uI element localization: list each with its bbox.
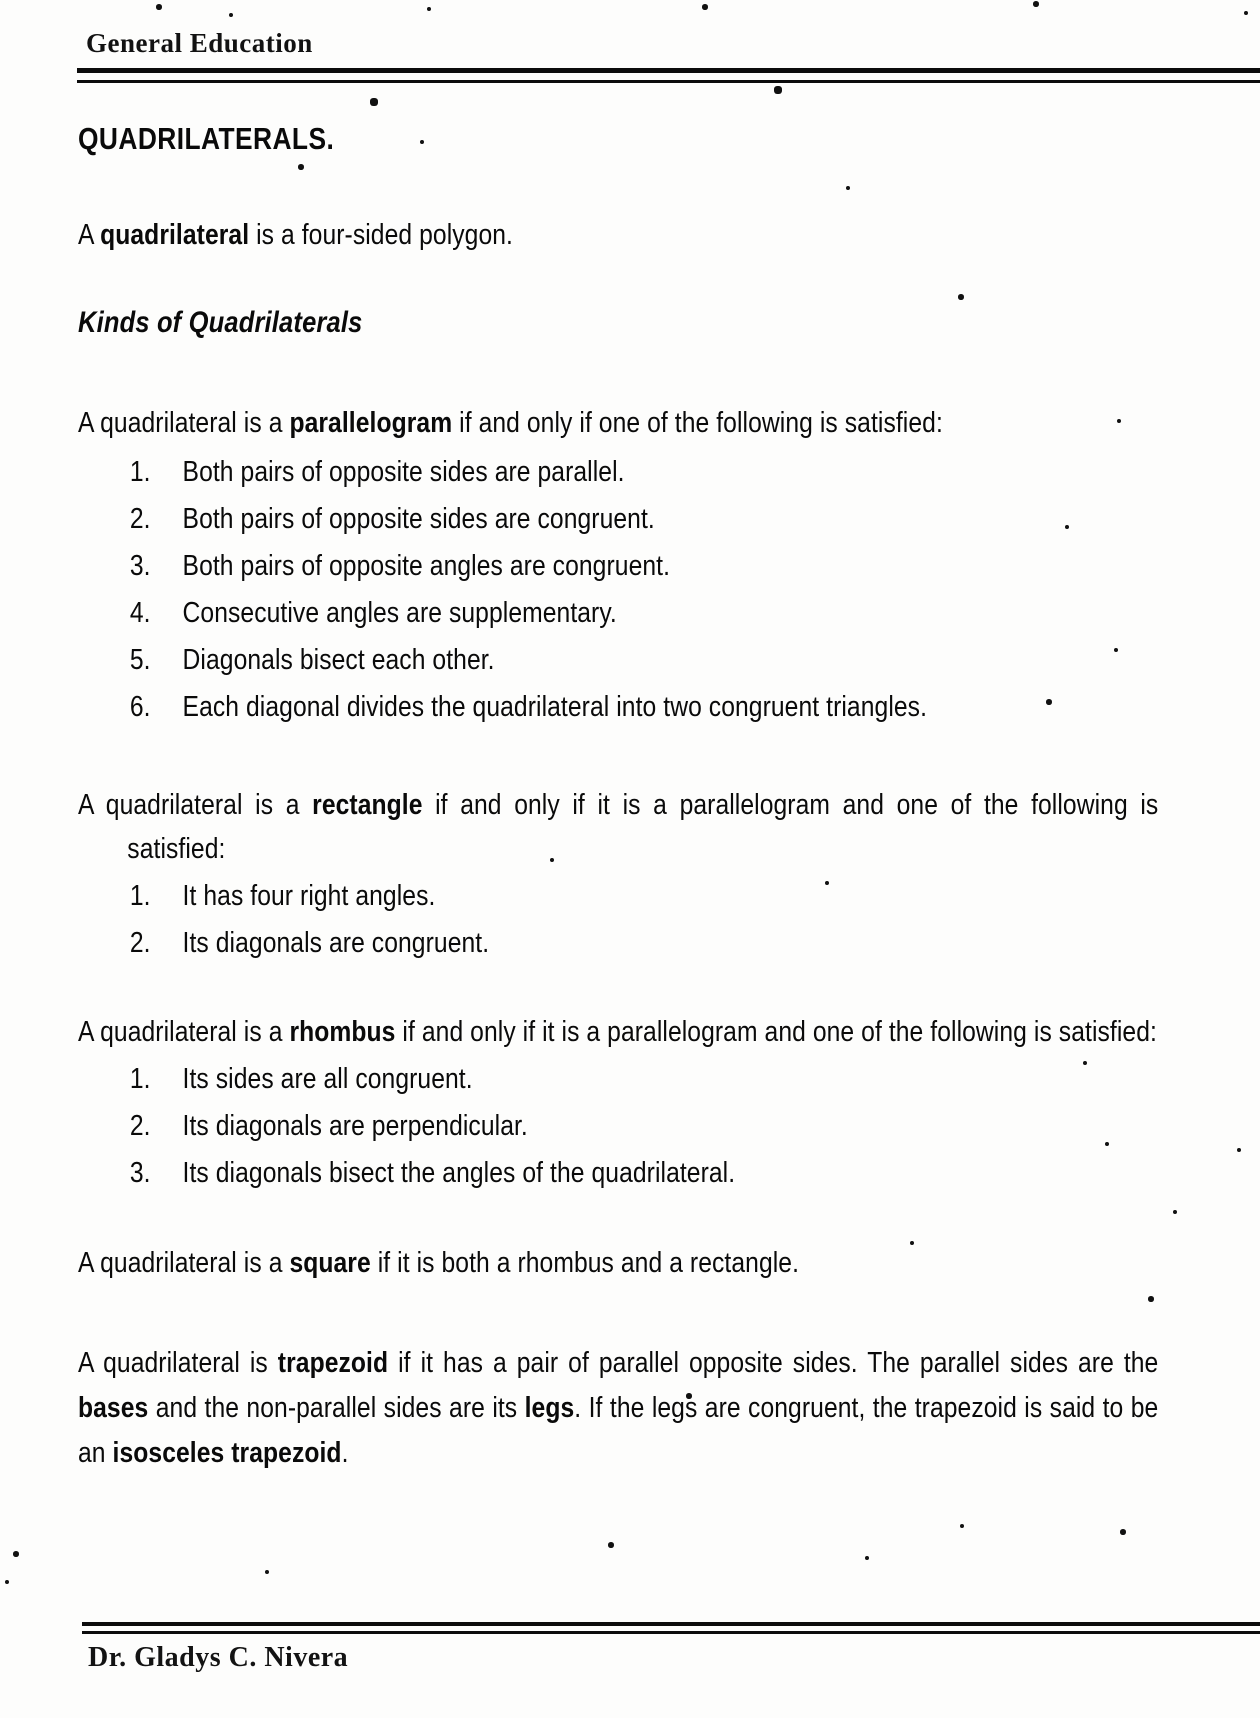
list-number: 2. <box>129 1110 151 1142</box>
trapezoid-paragraph <box>78 1341 1158 1476</box>
parallelogram-lead-paragraph <box>78 401 1158 445</box>
text-run: A quadrilateral is a <box>78 407 290 439</box>
text-run: . <box>341 1437 349 1469</box>
rhombus-lead-paragraph <box>78 1010 1158 1054</box>
term-bold: rectangle <box>312 789 423 821</box>
list-number: 2. <box>129 927 151 959</box>
list-item-text: Both pairs of opposite sides are parallel. <box>182 456 625 488</box>
list-item-text: Both pairs of opposite angles are congruent. <box>182 550 671 582</box>
text-run: if it is both a rhombus and a rectangle. <box>370 1247 800 1279</box>
text-run: if and only if one of the following is satisfied: <box>452 407 943 439</box>
rhombus-list <box>78 1057 1158 1195</box>
list-number: 2. <box>129 503 151 535</box>
footer-double-rule <box>82 1622 1260 1634</box>
list-item <box>130 544 1159 588</box>
text-run: if it has a pair of parallel opposite sides. The parallel sides are the <box>388 1347 1159 1379</box>
intro-paragraph <box>78 213 1158 257</box>
list-number: 6. <box>129 691 151 723</box>
header-double-rule <box>77 68 1260 83</box>
term-bold: trapezoid <box>277 1347 389 1379</box>
list-item-text: Its diagonals are congruent. <box>182 927 490 959</box>
section-heading-kinds: Kinds of Quadrilaterals <box>78 306 363 339</box>
page-content <box>78 110 1158 1476</box>
list-number: 1. <box>129 880 151 912</box>
list-item-text: Its diagonals bisect the angles of the quadrilateral. <box>182 1157 736 1189</box>
list-item-text: It has four right angles. <box>182 880 436 912</box>
text-run: A <box>78 219 101 251</box>
page-title: QUADRILATERALS. <box>78 121 335 156</box>
list-item-text: Diagonals bisect each other. <box>182 644 495 676</box>
term-bold: bases <box>78 1392 149 1424</box>
term-bold: legs <box>524 1392 575 1424</box>
text-run: A quadrilateral is a <box>78 1016 290 1048</box>
text-run: A quadrilateral is <box>78 1347 278 1379</box>
list-item <box>130 921 1159 965</box>
list-item-text: Its diagonals are perpendicular. <box>182 1110 528 1142</box>
term-bold: square <box>289 1247 371 1279</box>
text-run: is a four-sided polygon. <box>249 219 514 251</box>
term-bold: quadrilateral <box>100 219 250 251</box>
list-item <box>130 1057 1159 1101</box>
text-run: if and only if it is a parallelogram and one of the following is satisfied: <box>395 1016 1157 1048</box>
term-bold: isosceles trapezoid <box>112 1437 342 1469</box>
list-item <box>130 450 1159 494</box>
text-run: A quadrilateral is a <box>78 789 313 821</box>
text-run: and the non-parallel sides are its <box>148 1392 525 1424</box>
rhombus-section <box>78 1010 1158 1195</box>
list-number: 1. <box>129 1063 151 1095</box>
scan-noise <box>0 0 2 2</box>
list-number: 4. <box>129 597 151 629</box>
rectangle-lead-paragraph <box>78 783 1158 871</box>
text-run: if and only if it is a parallelogram and one of the following is satisfied: <box>127 789 1159 865</box>
list-item <box>130 638 1159 682</box>
list-item <box>130 1104 1159 1148</box>
list-item <box>130 591 1159 635</box>
parallelogram-list <box>78 450 1158 729</box>
parallelogram-section <box>78 401 1158 729</box>
list-item-text: Consecutive angles are supplementary. <box>182 597 617 629</box>
list-item <box>130 497 1159 541</box>
text-run: . If the legs are congruent, the trapezoid is said to be an <box>78 1392 1159 1469</box>
list-item-text: Its sides are all congruent. <box>182 1063 473 1095</box>
running-head: General Education <box>86 28 313 58</box>
list-item-text: Both pairs of opposite sides are congruent. <box>182 503 655 535</box>
list-item <box>130 1151 1159 1195</box>
text-run: A quadrilateral is a <box>78 1247 290 1279</box>
list-item-text: Each diagonal divides the quadrilateral into two congruent triangles. <box>182 691 928 723</box>
square-paragraph <box>78 1241 1158 1285</box>
rectangle-section <box>78 783 1158 965</box>
rectangle-list <box>78 874 1158 965</box>
term-bold: parallelogram <box>289 407 453 439</box>
list-number: 1. <box>129 456 151 488</box>
list-item <box>130 874 1159 918</box>
list-number: 3. <box>129 550 151 582</box>
list-number: 3. <box>129 1157 151 1189</box>
term-bold: rhombus <box>289 1016 396 1048</box>
list-number: 5. <box>129 644 151 676</box>
footer-author: Dr. Gladys C. Nivera <box>88 1642 349 1673</box>
list-item <box>130 685 1159 729</box>
